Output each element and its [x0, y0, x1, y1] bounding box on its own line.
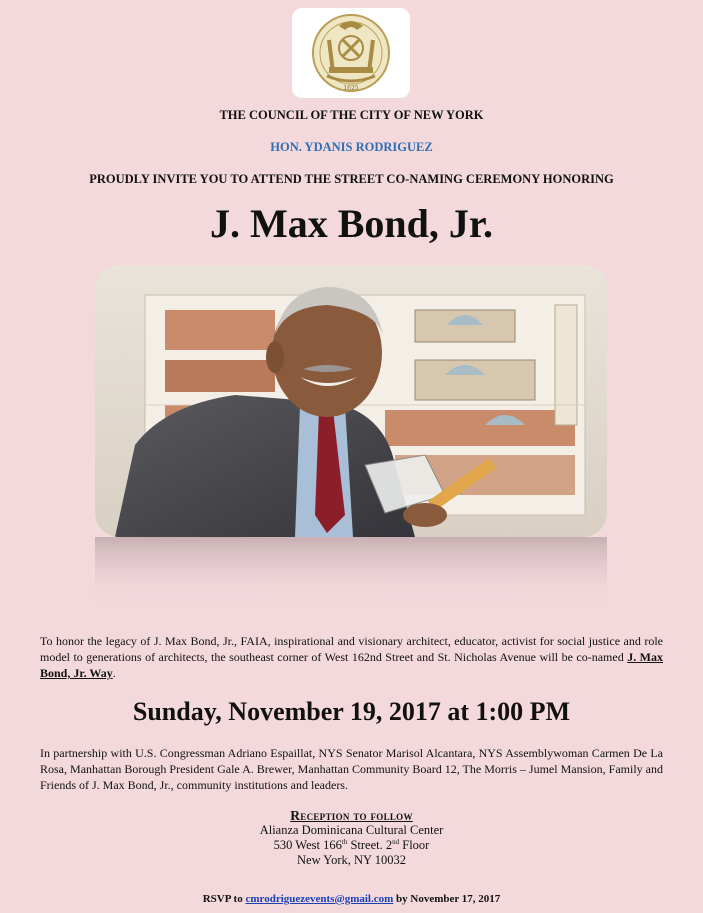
partners-paragraph: In partnership with U.S. Congressman Adriano Espaillat, NYS Senator Marisol Alcantara, NYS Assemblywoman Carmen De La Rosa, Manhattan Borough President Gale A. Brewer, Manhattan Community Board 12, The Morris – Jumel Mansion, Family and Friends of J. Max Bond, Jr., community institutions and leaders.	[40, 746, 663, 792]
honoree-photo	[95, 265, 607, 537]
invitation-line: PROUDLY INVITE YOU TO ATTEND THE STREET CO-NAMING CEREMONY HONORING	[89, 172, 614, 186]
tribute-paragraph: To honor the legacy of J. Max Bond, Jr., FAIA, inspirational and visionary architect, educator, activist for social justice and role model to generations of architects, the southeast corner of West 162nd Street and St. Nicholas Avenue will be co-named J. Max Bond, Jr. Way.	[40, 634, 663, 680]
event-date: Sunday, November 19, 2017 at 1:00 PM	[132, 697, 571, 726]
city-seal-icon	[299, 12, 403, 94]
svg-text:1625: 1625	[343, 85, 359, 92]
reception-info	[0, 808, 703, 868]
reception-city: New York, NY 10032	[297, 853, 406, 867]
reception-address: 530 West 166th Street. 2nd Floor	[273, 837, 430, 852]
rsvp-email-link[interactable]: cmrodriguezevents@gmail.com	[245, 893, 394, 905]
host-name: HON. YDANIS RODRIGUEZ	[270, 140, 433, 154]
honoree-name: J. Max Bond, Jr.	[209, 201, 493, 246]
photo-reflection	[95, 537, 607, 607]
organization-title: THE COUNCIL OF THE CITY OF NEW YORK	[219, 108, 484, 122]
city-seal	[292, 8, 410, 98]
reception-venue: Alianza Dominicana Cultural Center	[259, 823, 444, 837]
rsvp-line: RSVP to cmrodriguezevents@gmail.com by November 17, 2017	[202, 893, 501, 905]
street-name: J. Max Bond, Jr. Way	[40, 650, 663, 680]
reception-heading: Reception to follow	[290, 808, 413, 823]
